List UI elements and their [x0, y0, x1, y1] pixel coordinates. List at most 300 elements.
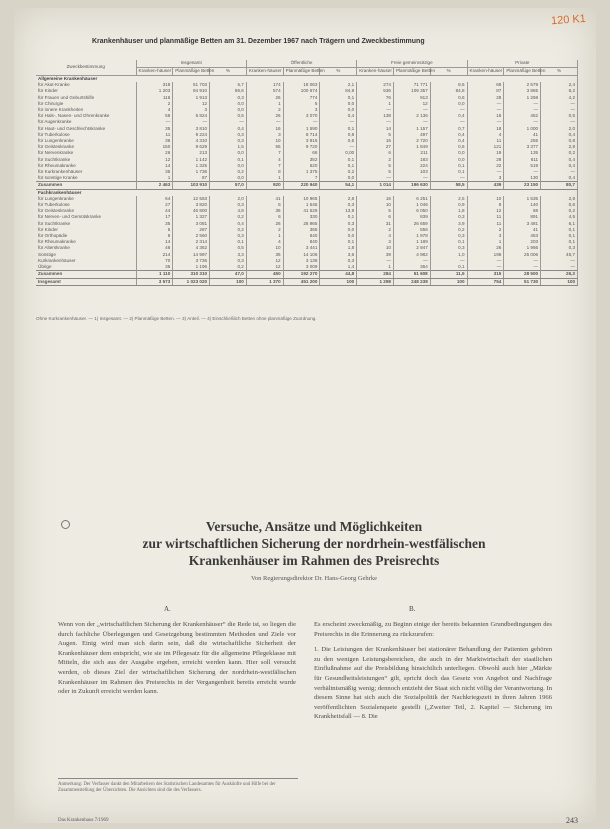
col-beds-header: Planmäßige Betten — [173, 68, 210, 76]
table-cell: 6 — [136, 233, 173, 239]
table-cell: 891 — [504, 214, 541, 220]
table-cell: 4 310 — [173, 138, 210, 144]
table-cell: 10 — [357, 202, 394, 208]
table-cell: 3 441 — [283, 245, 320, 251]
row-label: für Geisteskranke — [36, 208, 136, 214]
table-cell: 3 916 — [283, 138, 320, 144]
table-cell: 87 — [467, 88, 504, 94]
table-cell: 55 — [246, 144, 283, 150]
table-cell: 274 — [357, 82, 394, 88]
table-cell: 0,1 — [320, 239, 357, 245]
table-cell: 28 — [467, 95, 504, 101]
table-cell: 3 820 — [173, 202, 210, 208]
table-cell: — — [467, 264, 504, 271]
row-label: Zusammen — [36, 271, 136, 278]
header-label: Zweckbestimmung — [36, 60, 136, 76]
table-cell: 3 — [246, 132, 283, 138]
table-cell: 364 — [393, 264, 430, 271]
table-cell: 3 865 — [504, 88, 541, 94]
table-cell: 1 142 — [173, 157, 210, 163]
table-cell: 26 — [246, 113, 283, 119]
table-cell: 0,2 — [320, 169, 357, 175]
table-cell: 6 — [246, 202, 283, 208]
table-cell: 0,3 — [320, 202, 357, 208]
table-cell: 1 196 — [173, 264, 210, 271]
table-cell: 0,4 — [430, 113, 467, 119]
table-cell: 1 268 — [504, 95, 541, 101]
table-cell: 26 — [136, 150, 173, 156]
table-cell: 439 — [467, 182, 504, 189]
table-cell: 1 — [246, 233, 283, 239]
table-cell: 28 965 — [283, 221, 320, 227]
table-cell: 11 — [467, 221, 504, 227]
table-cell: 913 — [393, 95, 430, 101]
table-cell: 3,3 — [210, 252, 247, 258]
scanned-page — [14, 8, 596, 823]
table-cell: 1 545 — [283, 202, 320, 208]
table-cell: 35 — [136, 126, 173, 132]
table-cell: 64 — [136, 196, 173, 202]
table-cell: 1 370 — [246, 278, 283, 285]
table-cell: 26 — [467, 245, 504, 251]
table-cell: 1 978 — [393, 233, 430, 239]
table-cell: 39 — [357, 252, 394, 258]
subtotal-row — [36, 271, 578, 278]
table-cell: 6 — [246, 214, 283, 220]
paragraph: Es erscheint zweckmäßig, zu Beginn einige der bereits bekannten Grundbedingungen des Preisrechts in die Erinnerung zu rückzurufen: — [314, 621, 552, 638]
group-header-charity: Freie gemeinnützige — [357, 60, 467, 68]
table-cell: 6 050 — [393, 208, 430, 214]
table-cell: 100 — [320, 278, 357, 285]
title-line: Krankenhäuser im Rahmen des Preisrechts — [188, 553, 440, 568]
table-cell: — — [430, 175, 467, 182]
table-cell: 26 659 — [393, 221, 430, 227]
table-cell: 0,1 — [430, 163, 467, 169]
table-cell: 51 730 — [504, 278, 541, 285]
table-cell: 84,9 — [320, 88, 357, 94]
section-label: Fachkrankenhäuser — [36, 189, 578, 196]
table-cell: 103 910 — [173, 182, 210, 189]
table-cell: 100 — [541, 278, 578, 285]
table-cell: 4 — [136, 107, 173, 113]
table-cell: 71 771 — [393, 82, 430, 88]
table-cell: 140 — [504, 202, 541, 208]
table-cell: 255 — [504, 138, 541, 144]
table-cell: 2 — [246, 107, 283, 113]
table-cell: 66 — [283, 150, 320, 156]
table-cell: 11 — [467, 214, 504, 220]
table-cell: 0,1 — [320, 163, 357, 169]
table-cell: 84,8 — [430, 88, 467, 94]
table-cell: 0,3 — [541, 245, 578, 251]
table-cell: 0,0 — [320, 175, 357, 182]
row-label: für innere Krankheiten — [36, 107, 136, 113]
table-cell: 4,2 — [541, 95, 578, 101]
row-label: für Geisteskranke — [36, 144, 136, 150]
table-cell: 7 — [283, 175, 320, 182]
table-cell: — — [283, 119, 320, 125]
table-cell: 196 — [467, 252, 504, 258]
row-label: für Nervenkranke — [36, 150, 136, 156]
col-percent-header: % — [210, 68, 247, 76]
table-cell: 5 — [136, 227, 173, 233]
table-cell: 452 — [504, 113, 541, 119]
row-label: Zusammen — [36, 182, 136, 189]
table-cell: 1 203 — [136, 88, 173, 94]
table-cell: 41 — [246, 196, 283, 202]
table-cell: 2,4 — [541, 82, 578, 88]
table-cell: 26 — [246, 221, 283, 227]
table-cell: 16 — [357, 196, 394, 202]
table-cell: 0,2 — [210, 214, 247, 220]
table-cell: 5 — [357, 169, 394, 175]
table-cell: 3 — [173, 107, 210, 113]
col-houses-header: Kranken-häuser — [136, 68, 173, 76]
table-cell: 14 997 — [173, 252, 210, 258]
table-cell: 12 — [246, 264, 283, 271]
table-cell: 10 — [246, 138, 283, 144]
table-cell: 611 — [504, 157, 541, 163]
row-label: für Alterskranke — [36, 245, 136, 251]
table-cell: 28 — [467, 157, 504, 163]
table-cell: 1 023 020 — [173, 278, 210, 285]
table-cell: 10 — [246, 245, 283, 251]
table-cell: 7 — [246, 150, 283, 156]
table-cell: 0,0 — [210, 101, 247, 107]
row-label: für Suchtkranke — [36, 221, 136, 227]
table-cell: 86,6 — [210, 88, 247, 94]
table-cell: 1 327 — [173, 214, 210, 220]
table-cell: 58,5 — [430, 182, 467, 189]
table-cell: 46 800 — [173, 208, 210, 214]
table-cell: 4 982 — [393, 252, 430, 258]
table-cell: 5 — [357, 132, 394, 138]
table-cell: 4 — [467, 132, 504, 138]
section-heading-a: A. — [164, 605, 171, 613]
table-cell: 3 — [283, 107, 320, 113]
table-cell: 0,3 — [210, 233, 247, 239]
table-cell: 1 000 — [504, 126, 541, 132]
table-cell: 4,8 — [210, 208, 247, 214]
page-number: 243 — [566, 816, 578, 825]
table-cell: 103 — [393, 169, 430, 175]
table-cell: 0,1 — [320, 126, 357, 132]
table-cell: 2,8 — [541, 196, 578, 202]
table-cell: 211 — [393, 150, 430, 156]
table-cell: 1 966 — [504, 245, 541, 251]
table-cell: 2 947 — [393, 245, 430, 251]
table-cell: 0,0 — [320, 101, 357, 107]
table-cell: 840 — [283, 239, 320, 245]
table-cell: 2,0 — [210, 196, 247, 202]
row-label: für Nerven- und Gemütskranke — [36, 214, 136, 220]
table-cell: 10 — [467, 196, 504, 202]
table-cell: 12 553 — [173, 196, 210, 202]
group-header-total: Insgesamt — [136, 60, 246, 68]
section-heading-b: B. — [409, 605, 416, 613]
table-cell: 4,5 — [541, 214, 578, 220]
subtotal-row — [36, 182, 578, 189]
table-cell: 0,1 — [320, 214, 357, 220]
table-cell: 12 — [246, 258, 283, 264]
table-cell: 536 — [357, 88, 394, 94]
table-cell: 27 — [136, 202, 173, 208]
table-cell: 1,4 — [320, 264, 357, 271]
table-cell: 0,5 — [210, 113, 247, 119]
table-cell: 87 — [173, 175, 210, 182]
section-row — [36, 76, 578, 83]
row-label: für Orthopädie — [36, 233, 136, 239]
section-row — [36, 189, 578, 196]
table-cell: 138 — [357, 113, 394, 119]
table-cell: 0,3 — [320, 258, 357, 264]
table-cell: 6 251 — [393, 196, 430, 202]
table-cell: — — [541, 119, 578, 125]
table-cell: 1 — [467, 239, 504, 245]
table-cell: 17 — [136, 214, 173, 220]
table-cell: 0,2 — [541, 150, 578, 156]
table-cell: 36 — [246, 208, 283, 214]
table-cell: 8 — [467, 202, 504, 208]
table-cell: 0,3 — [430, 214, 467, 220]
table-cell: 68 — [467, 82, 504, 88]
row-label: für Frauen und Geburtshilfe — [36, 95, 136, 101]
table-cell: 0,1 — [541, 233, 578, 239]
table-cell: 220 940 — [283, 182, 320, 189]
table-cell: 0,3 — [210, 95, 247, 101]
table-cell: 213 — [173, 150, 210, 156]
table-cell: 0,6 — [430, 144, 467, 150]
table-cell: 0,4 — [541, 132, 578, 138]
col-percent-header: % — [320, 68, 357, 76]
table-cell: — — [357, 107, 394, 113]
table-cell: 36 — [246, 252, 283, 258]
table-cell: 5 — [283, 101, 320, 107]
table-cell: — — [504, 101, 541, 107]
row-label: für Chirurgie — [36, 101, 136, 107]
table-cell: — — [136, 119, 173, 125]
table-cell: 1 736 — [173, 169, 210, 175]
table-cell: 14 — [136, 239, 173, 245]
table-cell: 0,2 — [541, 208, 578, 214]
table-cell: 6 — [357, 150, 394, 156]
table-cell: 1 — [357, 264, 394, 271]
table-cell: 519 — [504, 163, 541, 169]
table-footnote: Ohne Kurkrankenhäuser. — 1) Insgesamt. — 2) Planmäßige Betten. — 3) Anteil. — 4) Einschließlich Betten ohne planmäßige Zuordnung. — [36, 316, 317, 321]
table-cell: 8 — [246, 169, 283, 175]
table-cell: — — [467, 101, 504, 107]
table-cell: — — [393, 258, 430, 264]
table-cell: 8 714 — [283, 132, 320, 138]
article-footnote: Anmerkung: Der Verfasser dankt den Mitarbeitern des Statistischen Landesamtes für Auskünfte und Hilfe bei der Zusammenstellung der Übersichten. Die Ansichten sind die des Verfassers. — [58, 778, 298, 794]
table-cell: 2 720 — [393, 138, 430, 144]
table-cell: 0,8 — [541, 138, 578, 144]
table-cell: 1 535 — [504, 196, 541, 202]
table-cell: 51 608 — [393, 271, 430, 278]
row-label: für Hals-, Nasen- und Ohrenkranke — [36, 113, 136, 119]
table-cell: 0,0 — [210, 150, 247, 156]
table-cell: — — [357, 258, 394, 264]
table-cell: 46 — [136, 245, 173, 251]
table-cell: 0,3 — [320, 221, 357, 227]
table-cell: 9 629 — [173, 144, 210, 150]
bullet-mark — [61, 520, 70, 529]
table-cell: 2,5 — [430, 196, 467, 202]
table-cell: — — [210, 119, 247, 125]
title-line: Versuche, Ansätze und Möglichkeiten — [205, 519, 423, 534]
table-cell: 0,6 — [541, 202, 578, 208]
table-cell: 0,4 — [210, 126, 247, 132]
table-cell: 248 238 — [393, 278, 430, 285]
table-cell: 620 — [283, 163, 320, 169]
table-cell: 352 — [283, 157, 320, 163]
statistics-table — [36, 60, 578, 310]
table-cell: 1 913 — [173, 95, 210, 101]
table-cell: 0,1 — [430, 239, 467, 245]
table-cell: 100 674 — [283, 88, 320, 94]
table-cell: 3 070 — [283, 113, 320, 119]
table-cell: 18 — [467, 113, 504, 119]
table-row — [36, 175, 578, 182]
table-cell: 0,1 — [430, 169, 467, 175]
column-b — [314, 620, 552, 728]
table-cell: 0,7 — [430, 126, 467, 132]
table-cell: 287 — [173, 227, 210, 233]
table-cell: 365 — [283, 227, 320, 233]
table-cell: 16 — [246, 126, 283, 132]
table-cell: 1 325 — [173, 163, 210, 169]
table-cell: 754 — [467, 278, 504, 285]
table-cell: 3 377 — [504, 144, 541, 150]
table-group-header — [36, 60, 578, 68]
table-cell: 0,0 — [430, 150, 467, 156]
table-cell: 13,9 — [320, 208, 357, 214]
table-cell: 3 138 — [283, 258, 320, 264]
table-cell: 214 — [136, 252, 173, 258]
table-cell: — — [173, 119, 210, 125]
table-cell: 839 — [393, 214, 430, 220]
table-cell: 57,0 — [210, 182, 247, 189]
table-cell: 150 — [136, 144, 173, 150]
table-cell: 25 006 — [504, 252, 541, 258]
table-cell: 1,8 — [320, 245, 357, 251]
table-cell: — — [504, 119, 541, 125]
table-cell: 4 362 — [173, 245, 210, 251]
table-row — [36, 264, 578, 271]
row-label: für Suchtkranke — [36, 157, 136, 163]
table-cell: 330 — [283, 214, 320, 220]
table-cell: 47,0 — [210, 271, 247, 278]
table-cell: 2 — [357, 227, 394, 233]
grand-total-row — [36, 278, 578, 285]
table-cell: 0,0 — [320, 233, 357, 239]
table-cell: 0,3 — [210, 258, 247, 264]
table-cell: 310 310 — [173, 271, 210, 278]
table-cell: 10 965 — [283, 196, 320, 202]
table-body — [36, 76, 578, 286]
row-label: Kurkrankenhäuser — [36, 258, 136, 264]
col-beds-header: Planmäßige Betten — [504, 68, 541, 76]
table-cell: — — [504, 169, 541, 175]
table-cell: 0,3 — [210, 202, 247, 208]
table-cell: 0,2 — [210, 169, 247, 175]
table-cell: — — [393, 107, 430, 113]
table-cell: 9 224 — [173, 132, 210, 138]
table-cell: 14 106 — [283, 252, 320, 258]
table-cell: 68 — [504, 208, 541, 214]
table-cell: 0,2 — [210, 264, 247, 271]
table-cell: 16 — [357, 138, 394, 144]
table-cell: 26 — [246, 95, 283, 101]
table-cell: 80,7 — [541, 182, 578, 189]
table-cell: 44 — [136, 208, 173, 214]
table-cell: 1 375 — [283, 169, 320, 175]
table-cell: 1 849 — [393, 144, 430, 150]
table-cell: 76 — [357, 95, 394, 101]
table-cell: 11 — [467, 138, 504, 144]
table-cell: 5,7 — [210, 82, 247, 88]
table-cell: 0,4 — [320, 113, 357, 119]
table-cell: 11 — [136, 132, 173, 138]
table-cell: 0,3 — [430, 233, 467, 239]
table-cell: 0,3 — [430, 245, 467, 251]
table-cell: 0,5 — [541, 113, 578, 119]
table-cell: — — [467, 169, 504, 175]
table-cell: 1 014 — [357, 182, 394, 189]
table-cell: 135 — [504, 150, 541, 156]
table-cell: 6,1 — [541, 221, 578, 227]
table-cell: 1 — [357, 101, 394, 107]
table-cell: 0,0 — [210, 175, 247, 182]
col-houses-header: Kranken-häuser — [246, 68, 283, 76]
table-cell: 6,2 — [541, 88, 578, 94]
table-cell: 3 481 — [504, 221, 541, 227]
row-label: für Rheumakranke — [36, 163, 136, 169]
table-cell: 0,1 — [320, 157, 357, 163]
table-cell: 0,1 — [210, 239, 247, 245]
row-label: Insgesamt — [36, 278, 136, 285]
table-cell: 12 — [393, 101, 430, 107]
table-cell: 54,1 — [320, 182, 357, 189]
table-cell: 2 — [136, 101, 173, 107]
table-cell: 0,1 — [210, 157, 247, 163]
table-cell: 0,8 — [320, 132, 357, 138]
table-cell: 2 314 — [173, 239, 210, 245]
table-cell: 0,3 — [210, 138, 247, 144]
row-label: für Kinder — [36, 88, 136, 94]
table-cell: 3 009 — [283, 264, 320, 271]
table-cell: 10 — [357, 245, 394, 251]
table-cell: 556 — [393, 227, 430, 233]
table-cell: 5 — [357, 163, 394, 169]
table-cell: 0,0 — [210, 107, 247, 113]
col-beds-header: Planmäßige Betten — [393, 68, 430, 76]
table-cell: — — [467, 107, 504, 113]
table-cell: 28 500 — [504, 271, 541, 278]
table-cell: 36 — [136, 138, 173, 144]
table-cell: — — [357, 175, 394, 182]
table-cell: 4 — [246, 157, 283, 163]
table-cell: 14 — [136, 163, 173, 169]
table-cell: 18 063 — [283, 82, 320, 88]
table-cell: 0,0 — [320, 107, 357, 113]
table-cell: 35 — [136, 169, 173, 175]
table-cell: 3 — [467, 233, 504, 239]
table-cell: 1 157 — [393, 126, 430, 132]
row-label: für Haut- und Geschlechtskranke — [36, 126, 136, 132]
table-title: Krankenhäuser und planmäßige Betten am 31. Dezember 1967 nach Trägern und Zweckbestimmung — [92, 38, 425, 45]
numbered-paragraph: 1. Die Leistungen der Krankenhäuser bei stationärer Behandlung der Patienten gehören zu den wenigen Leistungsbereichen, die auch in der Marktwirtschaft der staatlichen Einflußnahme auf die Preisbildung hinsichtlich unterliegen. Obwohl auch hier „Märkte für Gesundheitsleistungen“ gilt, spricht doch das Gesetz von Angebot und Nachfrage verhältnismäßig wenig; dennoch entzieht der Staat sich nicht völlig der Verantwortung. In diesem Sinne hat sich auch die Sozialpolitik der Nachkriegszeit in ihren Jahren 1966 veröffentlichten Sozialenquete gestellt („Zweiter Teil, 2. Kapitel — Sicherung im Krankheitsfall — 8. Die — [314, 646, 552, 721]
